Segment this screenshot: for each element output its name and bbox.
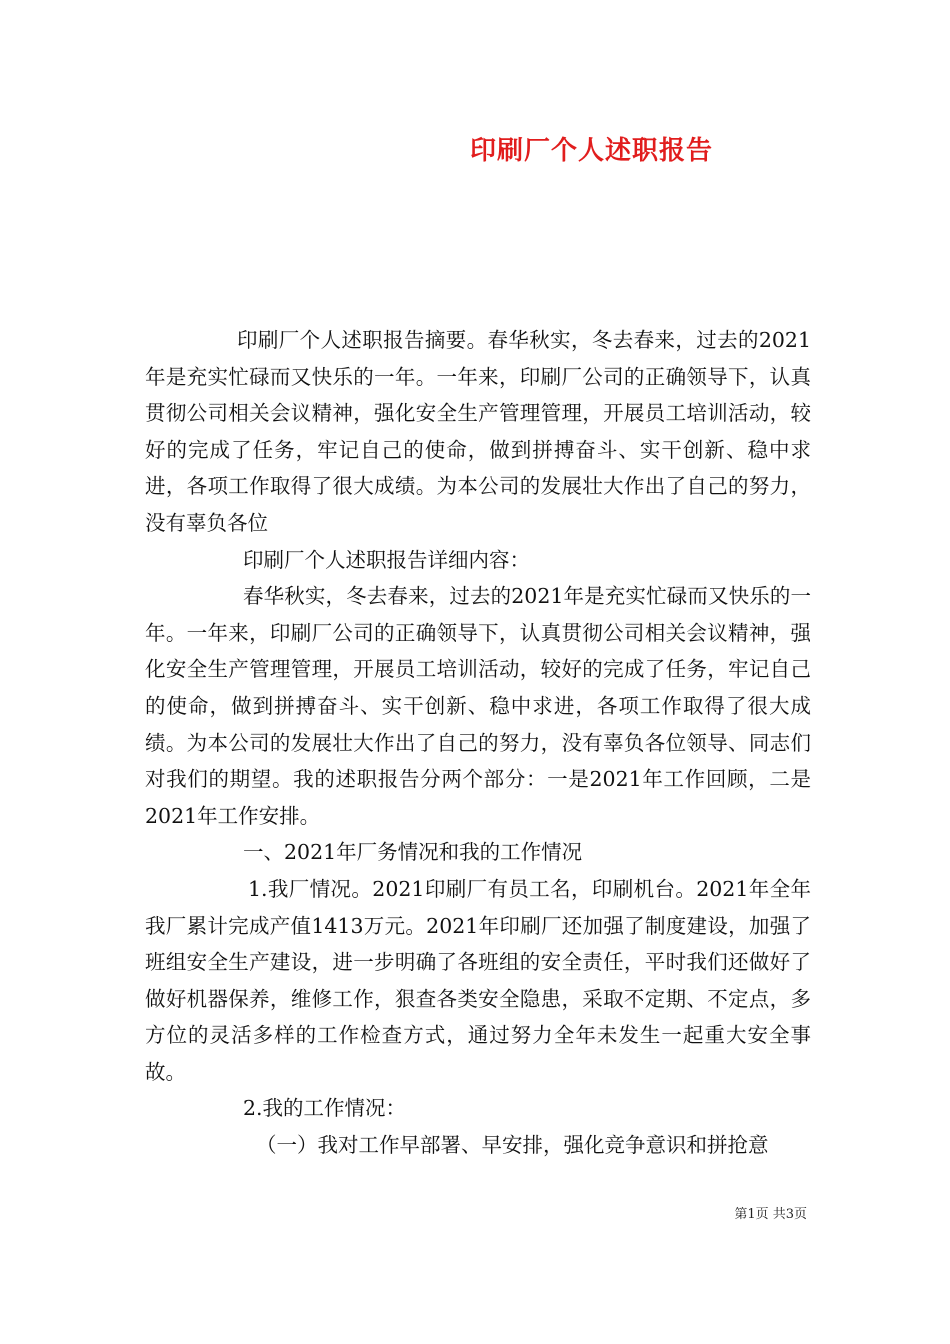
paragraph-abstract: 印刷厂个人述职报告摘要。春华秋实，冬去春来，过去的2021年是充实忙碌而又快乐的一年。一年来，印刷厂公司的正确领导下，认真贯彻公司相关会议精神，强化安全生产管理管理，开展员工培训活动，较好的完成了任务，牢记自己的使命，做到拼搏奋斗、实干创新、稳中求进，各项工作取得了很大成绩。为本公司的发展壮大作出了自己的努力，没有辜负各位 [145,328,811,535]
page-number-footer: 第1页 共3页 [734,1207,807,1222]
paragraph-item-1: 1.我厂情况。2021印刷厂有员工名，印刷机台。2021年全年我厂累计完成产值1413万元。2021年印刷厂还加强了制度建设，加强了班组安全生产建设，进一步明确了各班组的安全责任，平时我们还做好了做好机器保养，维修工作，狠查各类安全隐患，采取不定期、不定点，多方位的灵活多样的工作检查方式，通过努力全年未发生一起重大安全事故。 [145,876,811,1084]
document-title: 印刷厂个人述职报告 [470,136,714,166]
paragraph-item-2: 2.我的工作情况： [243,1096,407,1121]
paragraph-sub-item-1: （一）我对工作早部署、早安排，强化竞争意识和拼抢意 [256,1133,769,1158]
paragraph-intro: 春华秋实，冬去春来，过去的2021年是充实忙碌而又快乐的一年。一年来，印刷厂公司的正确领导下，认真贯彻公司相关会议精神，强化安全生产管理管理，开展员工培训活动，较好的完成了任务，牢记自己的使命，做到拼搏奋斗、实干创新、稳中求进，各项工作取得了很大成绩。为本公司的发展壮大作出了自己的努力，没有辜负各位领导、同志们对我们的期望。我的述职报告分两个部分：一是2021年工作回顾，二是2021年工作安排。 [145,584,811,828]
document-body [145,322,811,1164]
section-heading-1: 一、2021年厂务情况和我的工作情况 [243,840,583,865]
paragraph-detail-heading: 印刷厂个人述职报告详细内容： [243,547,530,572]
